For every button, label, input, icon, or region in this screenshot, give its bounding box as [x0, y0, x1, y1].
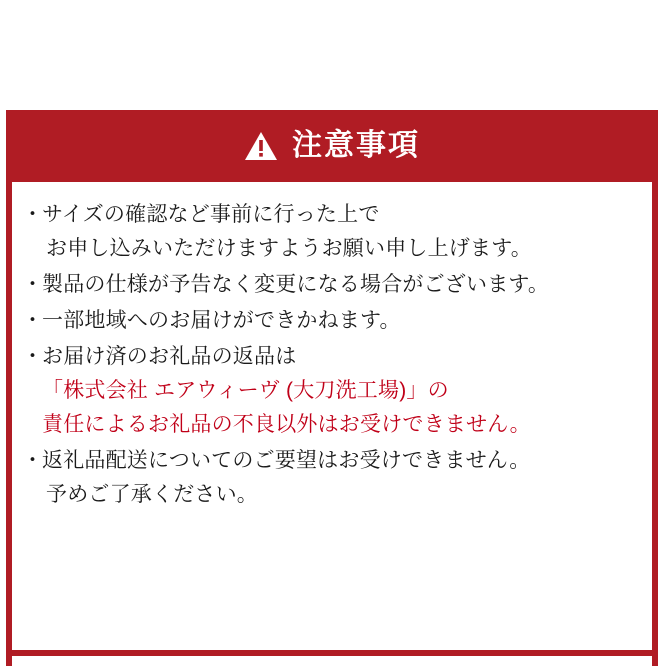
list-bullet: ・ [22, 203, 43, 226]
notice-line: 製品の仕様が予告なく変更になる場合がございます。 [42, 273, 550, 296]
notice-line-highlight: 「株式会社 エアウィーヴ (大刀洗工場)」の [42, 379, 449, 402]
list-item [22, 444, 642, 512]
list-item-text [42, 268, 642, 302]
list-bullet: ・ [22, 273, 43, 296]
list-item [22, 340, 642, 442]
list-item-text [42, 304, 642, 338]
list-item-text [42, 198, 642, 266]
list-item [22, 268, 642, 302]
list-bullet: ・ [22, 345, 43, 368]
frame-border-bottom [6, 650, 658, 656]
list-item-text [42, 340, 642, 442]
list-item [22, 198, 642, 266]
warning-triangle-icon [244, 131, 278, 161]
notice-line: お届け済のお礼品の返品は [42, 345, 297, 368]
list-bullet: ・ [22, 309, 43, 332]
notice-line: 返礼品配送についてのご要望はお受けできません。 [42, 449, 531, 472]
notice-line: お申し込みいただけますようお願い申し上げます。 [46, 237, 532, 260]
notice-line-highlight: 責任によるお礼品の不良以外はお受けできません。 [42, 413, 531, 436]
list-item [22, 304, 642, 338]
list-item-text [42, 444, 642, 512]
page-title: 注意事項 [292, 129, 420, 162]
notice-line: 一部地域へのお届けができかねます。 [42, 309, 401, 332]
list-bullet: ・ [22, 449, 43, 472]
notice-list [6, 182, 658, 650]
notice-line: 予めご了承ください。 [46, 483, 258, 506]
notice-header [6, 110, 658, 182]
notice-line: サイズの確認など事前に行った上で [42, 203, 380, 226]
